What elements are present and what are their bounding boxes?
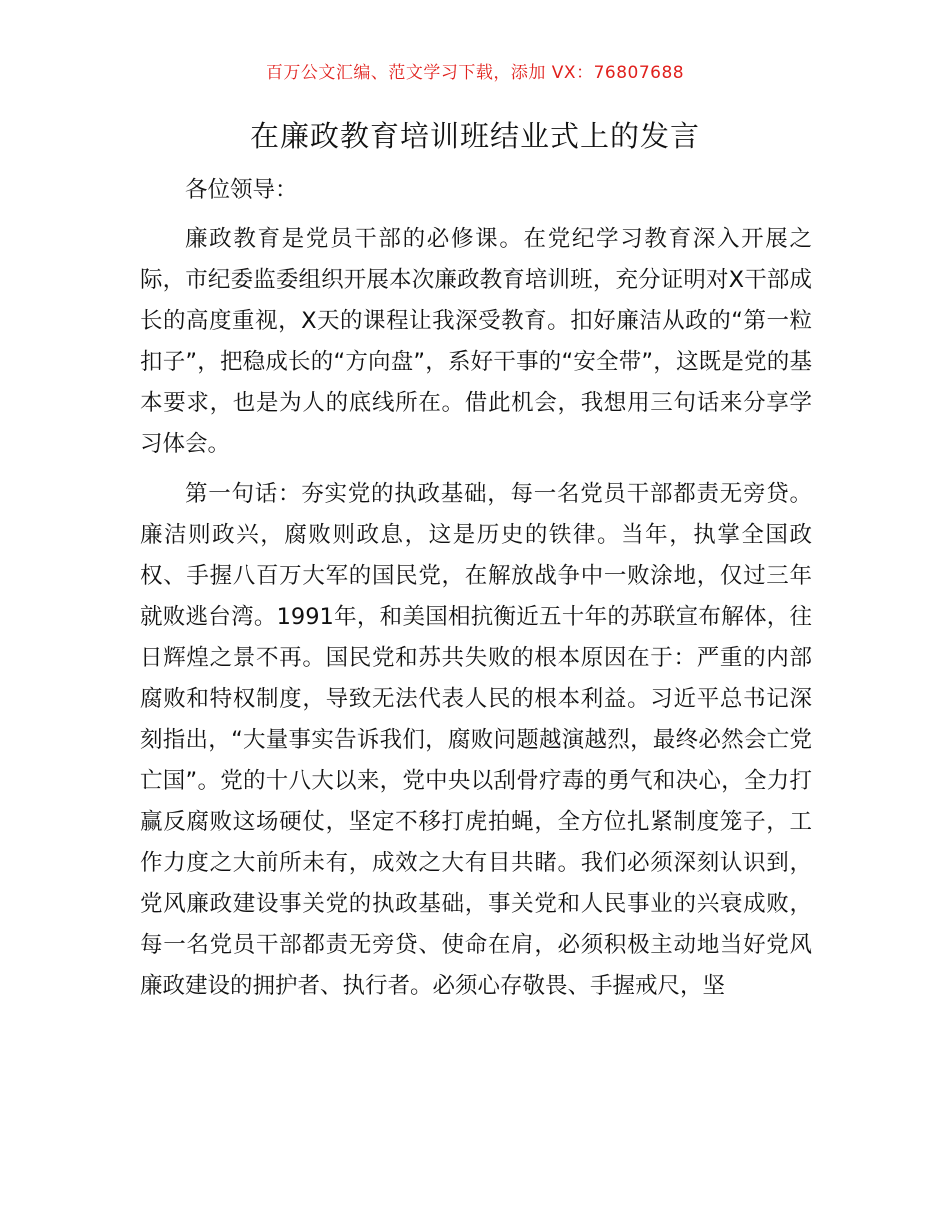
document-body	[140, 170, 812, 1016]
salutation: 各位领导：	[185, 177, 298, 203]
paragraph: 廉政教育是党员干部的必修课。在党纪学习教育深入开展之际，市纪委监委组织开展本次廉政教育培训班，充分证明对X干部成长的高度重视，X天的课程让我深受教育。扣好廉洁从政的“第一粒扣子”，把稳成长的“方向盘”，系好干事的“安全带”，这既是党的基本要求，也是为人的底线所在。借此机会，我想用三句话来分享学习体会。	[140, 226, 812, 457]
paragraph: 第一句话：夯实党的执政基础，每一名党员干部都责无旁贷。廉洁则政兴，腐败则政息，这是历史的铁律。当年，执掌全国政权、手握八百万大军的国民党，在解放战争中一败涂地，仅过三年就败逃台湾。1991年，和美国相抗衡近五十年的苏联宣布解体，往日辉煌之景不再。国民党和苏共失败的根本原因在于：严重的内部腐败和特权制度，导致无法代表人民的根本利益。习近平总书记深刻指出，“大量事实告诉我们，腐败问题越演越烈，最终必然会亡党亡国”。党的十八大以来，党中央以刮骨疗毒的勇气和决心，全力打赢反腐败这场硬仗，坚定不移打虎拍蝇，全方位扎紧制度笼子，工作力度之大前所未有，成效之大有目共睹。我们必须深刻认识到，党风廉政建设事关党的执政基础，事关党和人民事业的兴衰成败，每一名党员干部都责无旁贷、使命在肩，必须积极主动地当好党风廉政建设的拥护者、执行者。必须心存敬畏、手握戒尺，坚	[140, 481, 812, 999]
header-banner: 百万公文汇编、范文学习下载，添加 VX：76807688	[265, 63, 685, 83]
page-title: 在廉政教育培训班结业式上的发言	[249, 119, 700, 153]
